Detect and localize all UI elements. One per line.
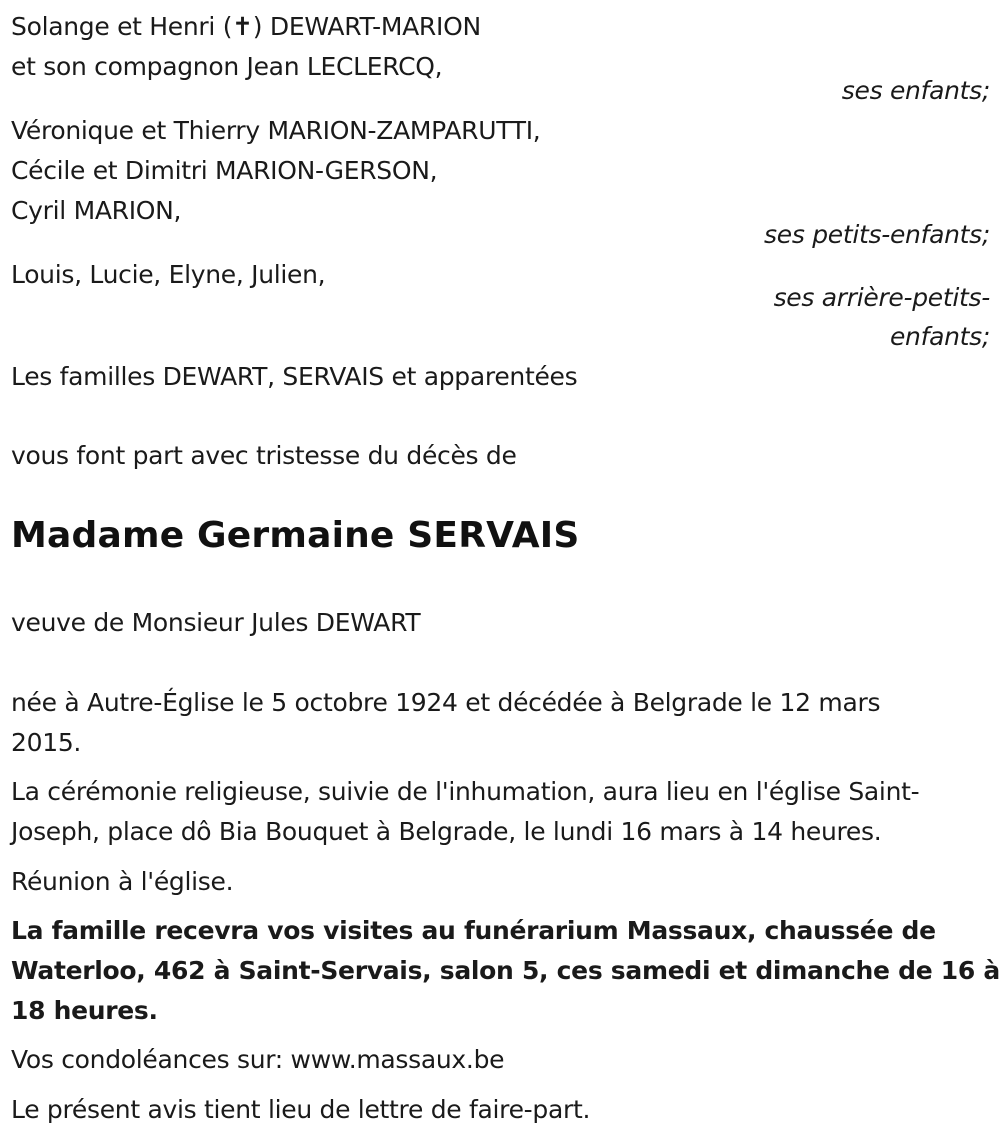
announcement-line: vous font part avec tristesse du décès de	[11, 441, 517, 470]
grandchildren-line-1: Véronique et Thierry MARION-ZAMPARUTTI,	[11, 116, 541, 145]
visits-line-2: Waterloo, 462 à Saint-Servais, salon 5, ces samedi et dimanche de 16 à	[11, 956, 1000, 985]
grandchildren-role: ses petits-enfants;	[764, 220, 990, 249]
birth-death-line-1: née à Autre-Église le 5 octobre 1924 et décédée à Belgrade le 12 mars	[11, 688, 881, 717]
great-grandchildren-role-2: enfants;	[889, 322, 990, 351]
children-line-1: Solange et Henri (✝) DEWART-MARION	[11, 12, 481, 41]
great-grandchildren-role-1: ses arrière-petits-	[773, 283, 990, 312]
grandchildren-line-2: Cécile et Dimitri MARION-GERSON,	[11, 156, 438, 185]
visits-line-3: 18 heures.	[11, 996, 158, 1025]
families-line: Les familles DEWART, SERVAIS et apparentées	[11, 362, 578, 391]
notice-line: Le présent avis tient lieu de lettre de faire-part.	[11, 1095, 591, 1124]
deceased-name: Madame Germaine SERVAIS	[11, 515, 580, 556]
children-line-2: et son compagnon Jean LECLERCQ,	[11, 52, 443, 81]
widow-of-line: veuve de Monsieur Jules DEWART	[11, 608, 421, 637]
great-grandchildren-line-1: Louis, Lucie, Elyne, Julien,	[11, 260, 326, 289]
ceremony-line-2: Joseph, place dô Bia Bouquet à Belgrade, le lundi 16 mars à 14 heures.	[11, 817, 882, 846]
condolences-line: Vos condoléances sur: www.massaux.be	[11, 1045, 505, 1074]
grandchildren-line-3: Cyril MARION,	[11, 196, 182, 225]
birth-death-line-2: 2015.	[11, 728, 82, 757]
ceremony-line-1: La cérémonie religieuse, suivie de l'inhumation, aura lieu en l'église Saint-	[11, 777, 920, 806]
visits-line-1: La famille recevra vos visites au funérarium Massaux, chaussée de	[11, 916, 936, 945]
reunion-line: Réunion à l'église.	[11, 867, 234, 896]
children-role: ses enfants;	[841, 76, 990, 105]
